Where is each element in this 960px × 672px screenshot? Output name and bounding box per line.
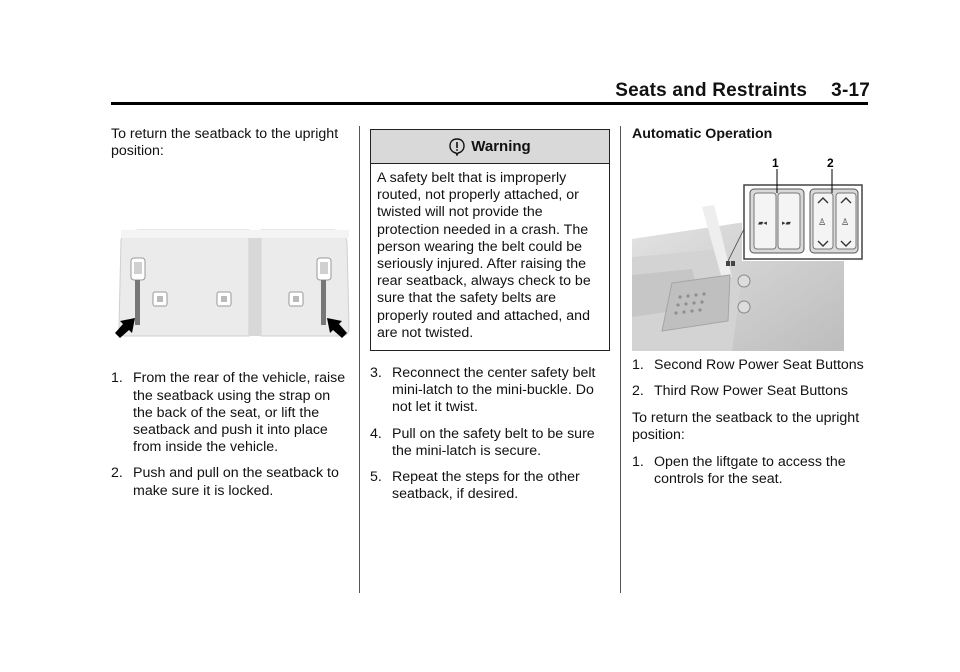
list-item <box>370 365 610 417</box>
step-text: Pull on the safety belt to be sure the mini-latch is secure. <box>392 425 595 459</box>
step-number: 2. <box>111 465 123 482</box>
svg-text:♙: ♙ <box>841 218 850 229</box>
step-number: 5. <box>370 469 382 486</box>
legend-text: Third Row Power Seat Buttons <box>654 383 848 400</box>
legend-text: Second Row Power Seat Buttons <box>654 357 864 374</box>
column-divider-left <box>359 126 360 593</box>
column-divider-right <box>620 126 621 593</box>
svg-text:▸▰: ▸▰ <box>782 219 791 228</box>
legend-number: 2. <box>632 383 644 400</box>
seatback-illustration <box>111 220 351 344</box>
step-number: 1. <box>632 454 644 471</box>
step-number: 3. <box>370 365 382 382</box>
warning-icon <box>449 138 465 156</box>
list-item <box>370 426 610 460</box>
intro-text: To return the seatback to the upright position: <box>111 126 339 160</box>
step-text: Repeat the steps for the other seatback, if desired. <box>392 469 580 503</box>
legend-item <box>632 357 870 374</box>
section-title: Seats and Restraints <box>615 80 808 101</box>
list-item <box>632 454 870 488</box>
step-text: Open the liftgate to access the controls for the seat. <box>654 454 846 488</box>
warning-title: Warning <box>471 137 531 155</box>
list-item <box>370 469 610 503</box>
list-item <box>111 465 351 499</box>
column-1 <box>111 126 351 509</box>
column-3 <box>632 126 870 497</box>
step-text: From the rear of the vehicle, raise the seatback using the strap on the back of the seat, or lift the seatback and push it into place from inside the vehicle. <box>133 370 346 456</box>
page-number: 3-17 <box>831 80 870 101</box>
svg-text:♙: ♙ <box>818 218 827 229</box>
legend-item <box>632 383 870 400</box>
column-2 <box>370 126 610 512</box>
step-text: Push and pull on the seatback to make sure it is locked. <box>133 465 339 499</box>
page-header <box>615 80 870 102</box>
list-item <box>111 370 351 456</box>
callout-1: 1 <box>772 157 779 171</box>
warning-text: A safety belt that is improperly routed, not properly attached, or twisted will not provide the protection needed in a crash. The person wearing the belt could be seriously injured. After raising the rear seatback, always check to be sure that the safety belts are properly routed and attached, and are not twisted. <box>377 170 591 341</box>
cargo-controls-illustration <box>632 157 864 351</box>
intro-text: To return the seatback to the upright position: <box>632 409 860 443</box>
step-number: 1. <box>111 370 123 387</box>
section-heading: Automatic Operation <box>632 126 773 142</box>
header-rule <box>111 102 868 105</box>
callout-2: 2 <box>827 157 834 171</box>
step-number: 4. <box>370 425 382 442</box>
step-text: Reconnect the center safety belt mini-latch to the mini-buckle. Do not let it twist. <box>392 365 596 416</box>
legend-number: 1. <box>632 357 644 374</box>
warning-header <box>371 130 609 164</box>
svg-text:▰◂: ▰◂ <box>758 219 767 228</box>
warning-box <box>370 129 610 351</box>
